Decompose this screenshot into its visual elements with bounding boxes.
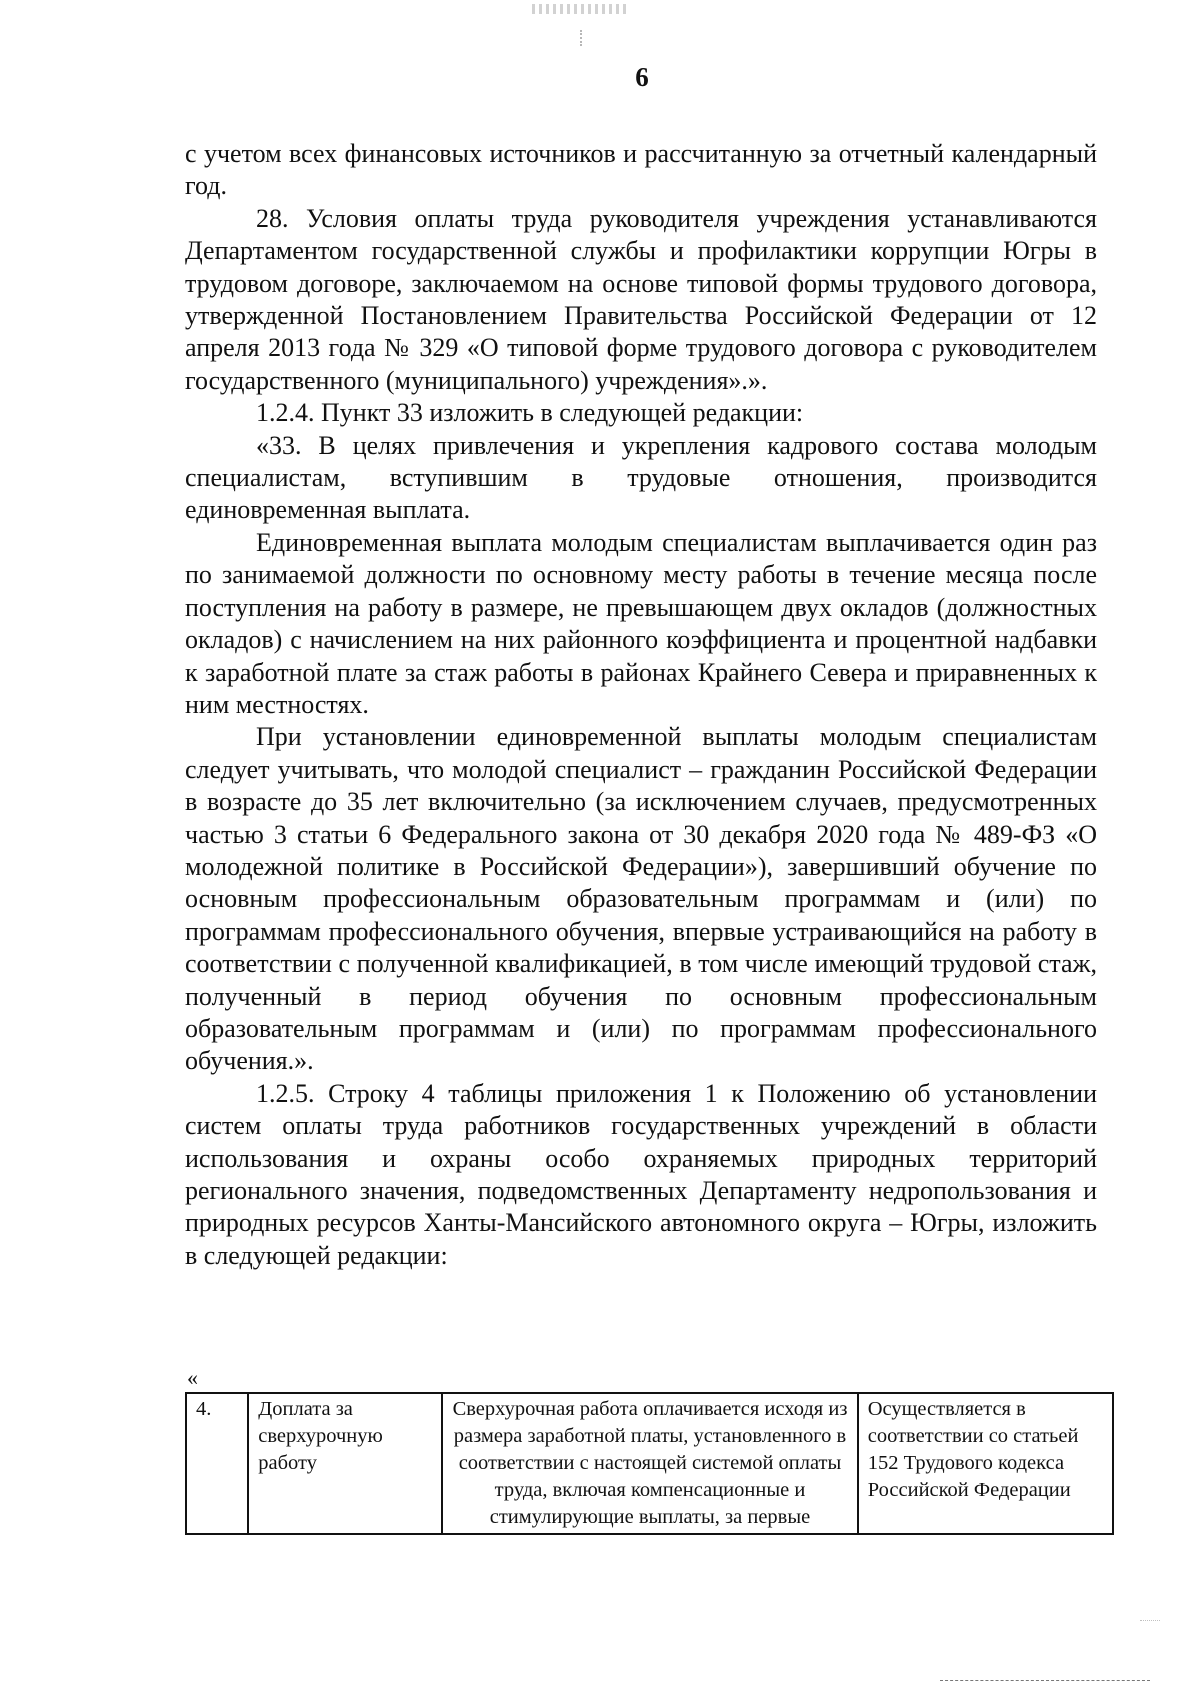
table-row	[186, 1393, 1113, 1534]
paragraph-one-time-payment: Единовременная выплата молодым специалистам выплачивается один раз по занимаемой должности по основному месту работы в течение месяца после поступления на работу в размере, не превышающем двух окладов (должностных окладов) с начислением на них районного коэффициента и процентной надбавки к заработной плате за стаж работы в районах Крайнего Севера и приравненных к ним местностях.	[185, 527, 1097, 719]
payment-description-cell: Сверхурочная работа оплачивается исходя из размера заработной платы, установленного в соответствии с настоящей системой оплаты труда, включая компенсационные и стимулирующие выплаты, за первые	[442, 1393, 858, 1534]
paragraph-1-2-4: 1.2.4. Пункт 33 изложить в следующей редакции:	[256, 398, 804, 428]
bottom-rule	[940, 1680, 1150, 1681]
paragraph-item-33: «33. В целях привлечения и укрепления кадрового состава молодым специалистам, вступившим в трудовые отношения, производится единовременная выплата.	[185, 430, 1097, 525]
payment-note-cell: Осуществляется в соответствии со статьей 152 Трудового кодекса Российской Федерации	[858, 1393, 1113, 1534]
payment-name-cell: Доплата за сверхурочную работу	[248, 1393, 442, 1534]
scan-artifact-dot	[580, 30, 590, 46]
row-number-cell: 4.	[186, 1393, 248, 1534]
scan-artifact	[532, 4, 628, 14]
opening-quote-mark: «	[187, 1365, 198, 1390]
table-container	[185, 1392, 1114, 1535]
scan-artifact-margin	[1140, 1620, 1160, 1625]
paragraph-1-2-5: 1.2.5. Строку 4 таблицы приложения 1 к Положению об установлении систем оплаты труда работников государственных учреждений в области использования и охраны особо охраняемых природных территорий регионального значения, подведомственных Департаменту недропользования и природных ресурсов Ханты-Мансийского автономного округа – Югры, изложить в следующей редакции:	[185, 1078, 1097, 1270]
document-body	[185, 138, 1097, 1272]
paragraph-continuation: с учетом всех финансовых источников и рассчитанную за отчетный календарный год.	[185, 139, 1097, 201]
paragraph-young-specialist: При установлении единовременной выплаты молодым специалистам следует учитывать, что молодой специалист – гражданин Российской Федерации в возрасте до 35 лет включительно (за исключением случаев, предусмотренных частью 3 статьи 6 Федерального закона от 30 декабря 2020 года № 489-ФЗ «О молодежной политике в Российской Федерации»), завершивший обучение по основным профессиональным образовательным программам и (или) по программам профессионального обучения, впервые устраивающийся на работу в соответствии с полученной квалификацией, в том числе имеющий трудовой стаж, полученный в период обучения по основным профессиональным образовательным программам и (или) по программам профессионального обучения.».	[185, 722, 1097, 1076]
payment-table	[185, 1392, 1114, 1535]
paragraph-item-28: 28. Условия оплаты труда руководителя учреждения устанавливаются Департаментом государственной службы и профилактики коррупции Югры в трудовом договоре, заключаемом на основе типовой формы трудового договора, утвержденной Постановлением Правительства Российской Федерации от 12 апреля 2013 года № 329 «О типовой форме трудового договора с руководителем государственного (муниципального) учреждения».».	[185, 203, 1097, 395]
page-number: 6	[635, 62, 649, 92]
